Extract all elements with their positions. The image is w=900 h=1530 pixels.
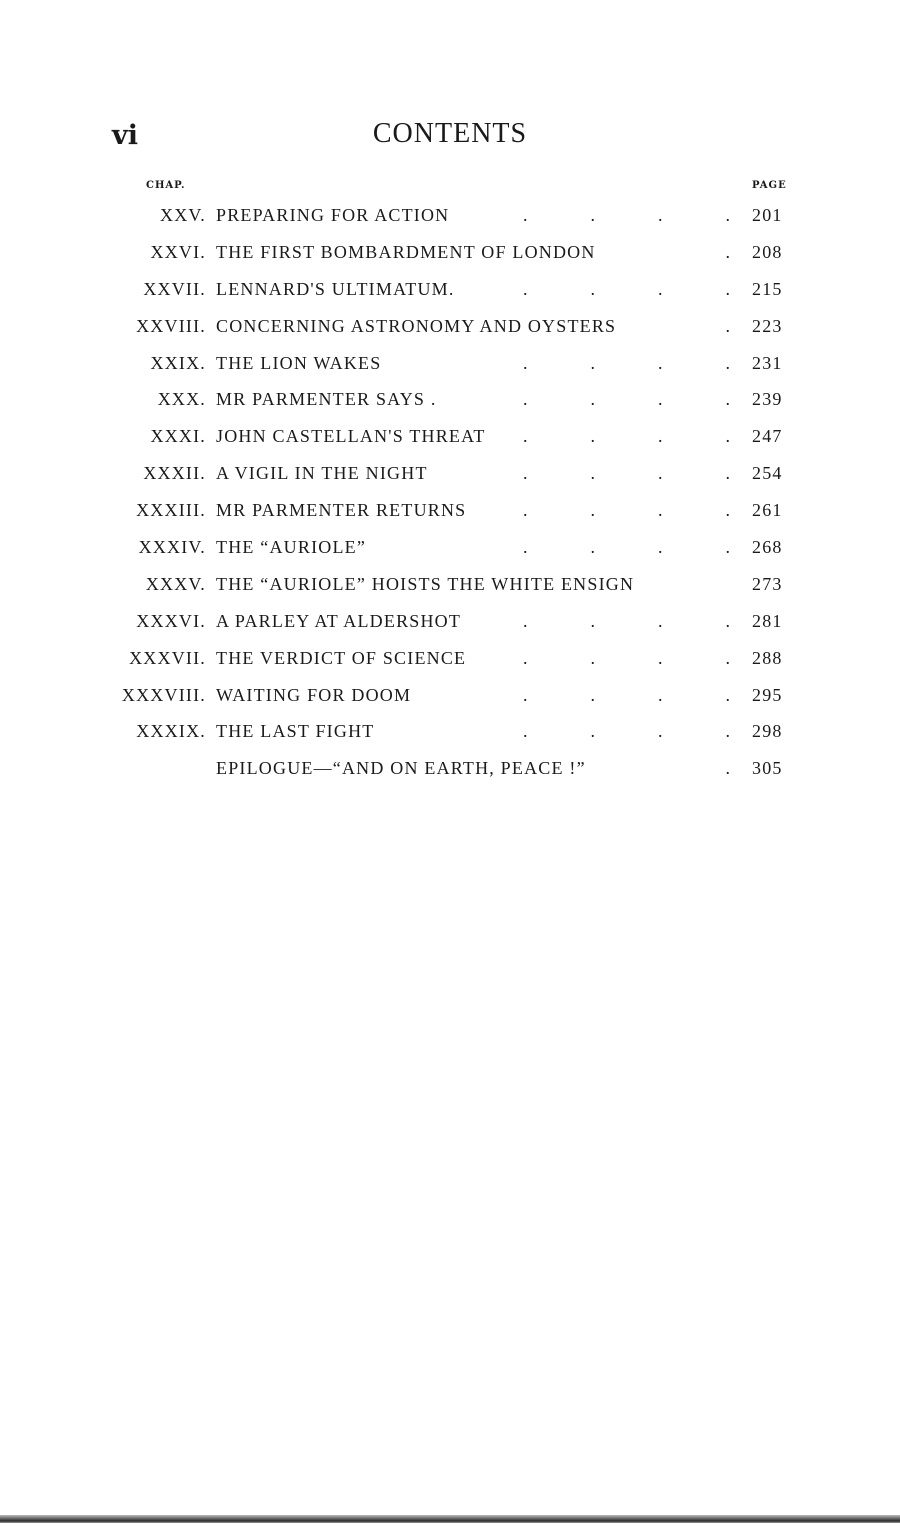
dot-leaders — [470, 537, 730, 558]
chapter-number: XXXIII. — [136, 500, 206, 521]
page-reference: 215 — [752, 278, 783, 299]
page-reference: 223 — [752, 315, 783, 336]
page-reference: 268 — [752, 537, 783, 558]
dot-leaders — [470, 500, 730, 521]
toc-entry[interactable] — [0, 604, 900, 641]
chapter-number: XXX. — [157, 389, 206, 410]
chapter-title: A PARLEY AT ALDERSHOT — [216, 610, 462, 631]
chapter-number: XXVI. — [150, 241, 206, 262]
toc-entry[interactable] — [0, 456, 900, 493]
page-reference: 298 — [752, 721, 783, 742]
toc-entry[interactable] — [0, 714, 900, 751]
chapter-number: XXXVI. — [136, 610, 206, 631]
chapter-number: XXXI. — [150, 426, 206, 447]
dot-leaders — [470, 648, 730, 669]
dot-leaders — [470, 721, 730, 742]
dot-leaders — [470, 205, 730, 226]
chapter-title: THE VERDICT OF SCIENCE — [216, 647, 467, 668]
dot-leaders — [470, 685, 730, 706]
toc-entry[interactable] — [0, 567, 900, 604]
chapter-number: XXV. — [160, 205, 206, 225]
chapter-title: THE “AURIOLE” HOISTS THE WHITE ENSIGN — [216, 573, 635, 594]
dot-leaders — [470, 758, 730, 779]
page-reference: 261 — [752, 500, 783, 521]
toc-entry[interactable] — [0, 382, 900, 419]
page-number: vi — [112, 120, 138, 151]
toc-entry[interactable] — [0, 235, 900, 272]
chapter-title: PREPARING FOR ACTION — [216, 205, 450, 225]
chapter-title: MR PARMENTER RETURNS — [216, 500, 467, 521]
chapter-title: THE “AURIOLE” — [216, 537, 367, 558]
toc-entry[interactable] — [0, 530, 900, 567]
page-reference: 208 — [752, 241, 783, 262]
dot-leaders — [470, 353, 730, 374]
dot-leaders — [470, 242, 730, 263]
page-reference: 201 — [752, 205, 783, 225]
toc-entry[interactable] — [0, 198, 900, 235]
scan-edge-rule — [0, 1515, 900, 1523]
page-reference: 288 — [752, 647, 783, 668]
chapter-title: EPILOGUE—“AND ON EARTH, PEACE !” — [216, 758, 586, 779]
chapter-number: XXXIX. — [136, 721, 206, 742]
dot-leaders — [470, 463, 730, 484]
dot-leaders — [470, 611, 730, 632]
chapter-title: CONCERNING ASTRONOMY AND OYSTERS — [216, 315, 617, 336]
page-reference: 281 — [752, 610, 783, 631]
page-title: CONTENTS — [372, 118, 528, 149]
page-reference: 254 — [752, 463, 783, 484]
chapter-number: XXIX. — [150, 352, 206, 373]
toc-entry[interactable] — [0, 678, 900, 715]
chapter-title: WAITING FOR DOOM — [216, 684, 412, 705]
toc-entry[interactable] — [0, 751, 900, 788]
dot-leaders — [470, 426, 730, 447]
chapter-title: THE FIRST BOMBARDMENT OF LONDON — [216, 241, 596, 262]
chapter-number: XXXV. — [145, 573, 206, 594]
chapter-number: XXXVII. — [129, 647, 206, 668]
chapter-title: THE LAST FIGHT — [216, 721, 375, 742]
chapter-number: XXVII. — [143, 278, 206, 299]
chapter-title: THE LION WAKES — [216, 352, 382, 373]
table-of-contents — [0, 198, 900, 788]
toc-entry[interactable] — [0, 419, 900, 456]
chapter-title: JOHN CASTELLAN'S THREAT — [216, 426, 486, 447]
page-reference: 247 — [752, 426, 783, 447]
toc-entry[interactable] — [0, 641, 900, 678]
page-reference: 295 — [752, 684, 783, 705]
toc-entry[interactable] — [0, 309, 900, 346]
chapter-column-header: CHAP. — [146, 180, 186, 191]
chapter-number: XXXVIII. — [121, 684, 206, 705]
page-reference: 239 — [752, 389, 783, 410]
dot-leaders — [470, 279, 730, 300]
chapter-title: MR PARMENTER SAYS . — [216, 389, 437, 410]
page-column-header: PAGE — [752, 180, 787, 191]
page-reference: 273 — [752, 573, 783, 594]
toc-entry[interactable] — [0, 493, 900, 530]
dot-leaders — [470, 316, 730, 337]
chapter-title: LENNARD'S ULTIMATUM. — [216, 278, 455, 299]
chapter-number: XXXII. — [143, 463, 206, 484]
toc-entry[interactable] — [0, 272, 900, 309]
chapter-title: A VIGIL IN THE NIGHT — [216, 463, 428, 484]
chapter-number: XXVIII. — [136, 315, 206, 336]
page-reference: 231 — [752, 352, 783, 373]
dot-leaders — [470, 389, 730, 410]
chapter-number: XXXIV. — [138, 537, 206, 558]
page-reference: 305 — [752, 758, 783, 779]
toc-entry[interactable] — [0, 346, 900, 383]
